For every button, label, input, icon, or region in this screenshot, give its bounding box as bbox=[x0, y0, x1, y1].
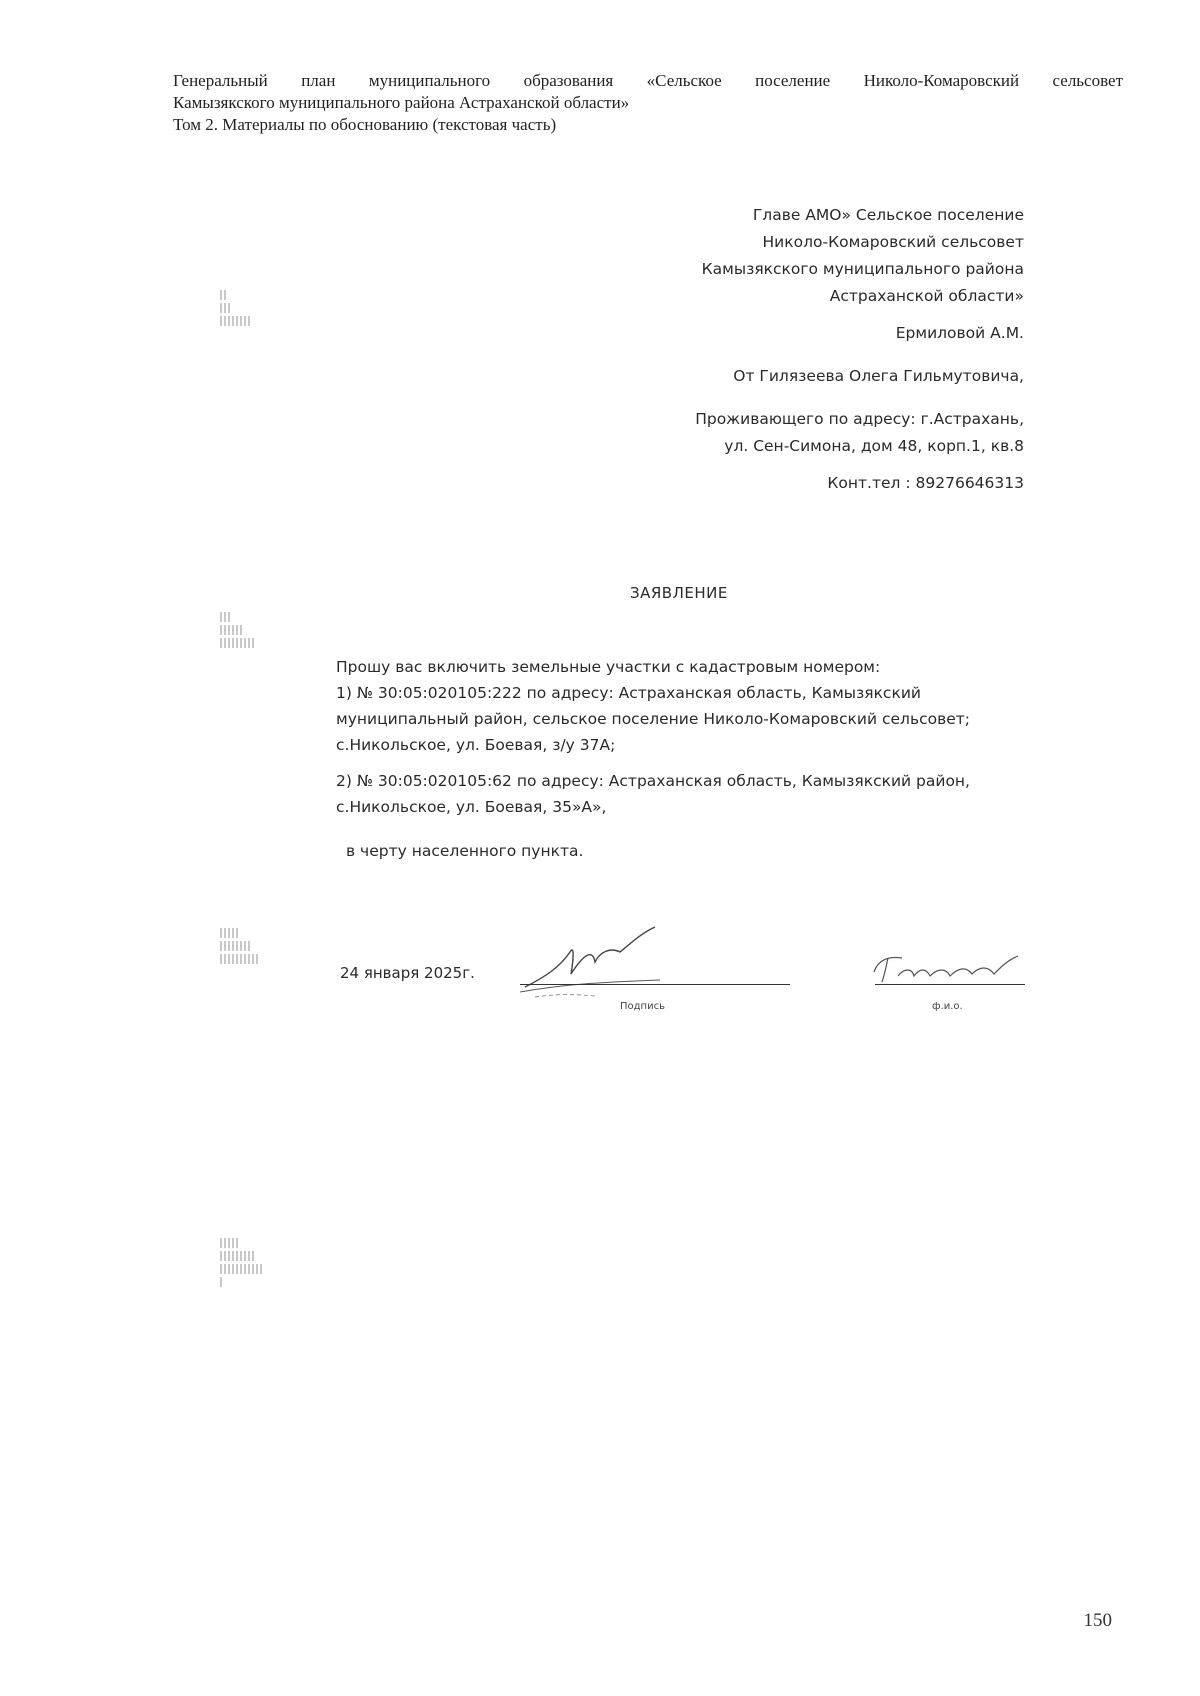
handwritten-signature bbox=[515, 922, 665, 1002]
sender-address-2: ул. Сен-Симона, дом 48, корп.1, кв.8 bbox=[724, 437, 1024, 455]
addressee-block bbox=[504, 202, 1024, 497]
addressee-line-2: Николо-Комаровский сельсовет bbox=[762, 233, 1024, 251]
running-header bbox=[173, 70, 1123, 136]
item-1-line-2: муниципальный район, сельское поселение Николо-Комаровский сельсовет; bbox=[336, 710, 971, 728]
signature-line bbox=[520, 984, 790, 985]
item-2-line-1: 2) № 30:05:020105:62 по адресу: Астраханская область, Камызякский район, bbox=[336, 772, 970, 790]
item-1-line-1: 1) № 30:05:020105:222 по адресу: Астраханская область, Камызякский bbox=[336, 684, 921, 702]
addressee-line-3: Камызякского муниципального района bbox=[701, 260, 1024, 278]
scan-artifact-mark bbox=[220, 1238, 254, 1290]
sender-name: От Гилязеева Олега Гильмутовича, bbox=[733, 367, 1024, 385]
addressee-line-1: Главе АМО» Сельское поселение bbox=[752, 206, 1024, 224]
header-line-2: Камызякского муниципального района Астраханской области» bbox=[173, 93, 630, 112]
body-intro: Прошу вас включить земельные участки с кадастровым номером: bbox=[336, 658, 881, 676]
header-line-1: Генеральный план муниципального образования «Сельское поселение Николо-Комаровский сельсовет bbox=[173, 71, 1123, 90]
sender-address-1: Проживающего по адресу: г.Астрахань, bbox=[695, 410, 1024, 428]
item-2-line-2: с.Никольское, ул. Боевая, 35»А», bbox=[336, 798, 607, 816]
scan-artifact-mark bbox=[220, 612, 254, 651]
application-body bbox=[336, 654, 1036, 864]
header-line-3: Том 2. Материалы по обоснованию (текстовая часть) bbox=[173, 115, 557, 134]
page-number: 150 bbox=[1083, 1610, 1112, 1631]
name-caption: ф.и.о. bbox=[932, 1001, 963, 1012]
addressee-line-4: Астраханской области» bbox=[829, 287, 1024, 305]
application-date: 24 января 2025г. bbox=[340, 964, 475, 982]
sender-phone: Конт.тел : 89276646313 bbox=[827, 474, 1024, 492]
signature-caption: Подпись bbox=[620, 1001, 665, 1012]
addressee-name: Ермиловой А.М. bbox=[895, 324, 1024, 342]
name-line bbox=[875, 984, 1025, 985]
scan-artifact-mark bbox=[220, 928, 254, 967]
scan-artifact-mark bbox=[220, 290, 254, 329]
document-title: ЗАЯВЛЕНИЕ bbox=[630, 584, 728, 602]
item-1-line-3: с.Никольское, ул. Боевая, з/у 37А; bbox=[336, 736, 616, 754]
body-closing: в черту населенного пункта. bbox=[346, 842, 584, 860]
handwritten-name bbox=[868, 950, 1028, 986]
